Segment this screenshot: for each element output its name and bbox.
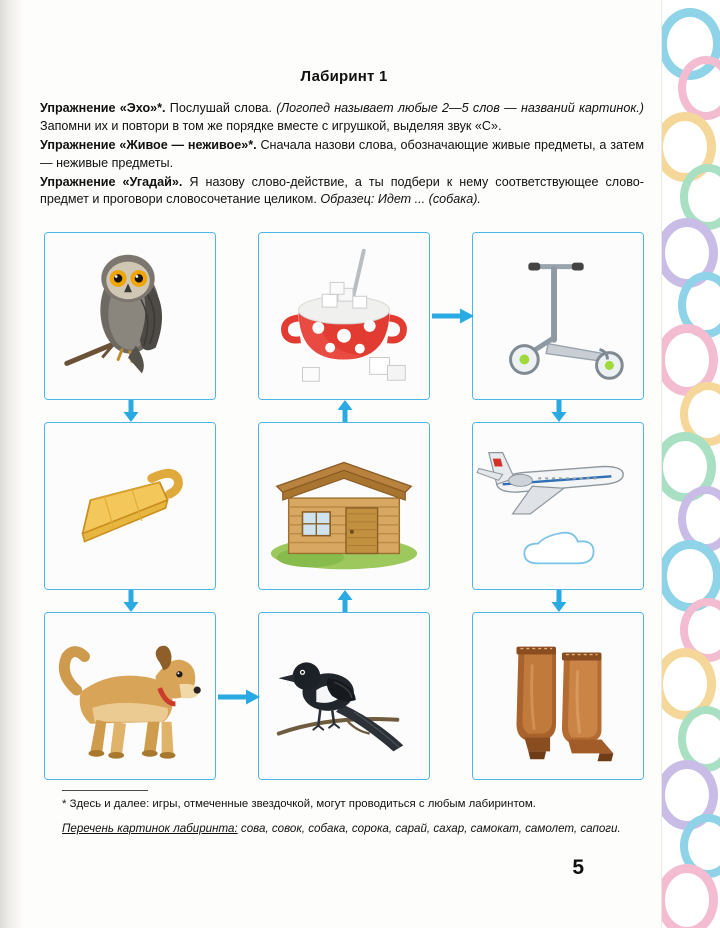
arrow-shed-up	[336, 400, 354, 422]
arrow-sugar-to-scooter	[432, 307, 474, 325]
instruction-exercise-echo	[40, 100, 644, 136]
instruction-exercise-alive	[40, 137, 644, 173]
maze-cell-airplane[interactable]	[472, 422, 644, 590]
exercise-alive-title: Упражнение «Живое — неживое»*.	[40, 137, 257, 152]
exercise-echo-title: Упражнение «Эхо»*.	[40, 101, 166, 115]
picture-list-label: Перечень картинок лабиринта:	[62, 822, 238, 835]
arrow-dustpan-down	[122, 590, 140, 612]
shed-illustration	[259, 423, 429, 589]
page-title: Лабиринт 1	[300, 68, 388, 85]
picture-list-caption	[62, 822, 642, 835]
sugar-bowl-illustration	[259, 233, 429, 399]
arrow-dog-to-magpie	[218, 688, 260, 706]
picture-list-items: сова, совок, собака, сорока, сарай, сахар, самокат, самолет, сапоги.	[240, 822, 621, 835]
instructions-block	[40, 100, 644, 210]
maze-cell-scooter[interactable]	[472, 232, 644, 400]
scooter-illustration	[473, 233, 643, 399]
exercise-echo-text-1: Послушай слова.	[165, 101, 277, 115]
owl-illustration	[45, 233, 215, 399]
footnote-divider	[62, 790, 148, 791]
instruction-exercise-guess	[40, 174, 644, 210]
exercise-echo-note: (Логопед называет любые 2—5 слов — названий картинок.)	[276, 101, 644, 115]
dog-illustration	[45, 613, 215, 779]
book-binding-edge	[0, 0, 26, 928]
maze-cell-dustpan[interactable]	[44, 422, 216, 590]
boots-illustration	[473, 613, 643, 779]
exercise-guess-title: Упражнение «Угадай».	[40, 174, 183, 189]
footnote-text: * Здесь и далее: игры, отмеченные звездочкой, могут проводиться с любым лабиринтом.	[62, 798, 536, 810]
maze-cell-magpie[interactable]	[258, 612, 430, 780]
exercise-echo-text-2: Запомни их и повтори в том же порядке вместе с игрушкой, выделяя звук «С».	[40, 118, 502, 133]
decorative-side-strip	[661, 0, 720, 928]
airplane-illustration	[473, 423, 643, 589]
page-number: 5	[572, 856, 584, 879]
maze-cell-shed[interactable]	[258, 422, 430, 590]
exercise-guess-text: Я назову слово-действие, а ты подбери к нему соответствующее слово-предмет и проговори словосочетание целиком.	[40, 174, 644, 207]
maze-cell-sugar-bowl[interactable]	[258, 232, 430, 400]
exercise-alive-text: Сначала назови слова, обозначающие живые предметы, а затем — неживые предметы.	[40, 137, 644, 170]
arrow-scooter-down	[550, 400, 568, 422]
maze-cell-dog[interactable]	[44, 612, 216, 780]
arrow-airplane-down	[550, 590, 568, 612]
dustpan-illustration	[45, 423, 215, 589]
arrow-magpie-up	[336, 590, 354, 612]
arrow-owl-down	[122, 400, 140, 422]
maze-grid	[44, 232, 644, 780]
page-content	[26, 0, 662, 928]
maze-cell-owl[interactable]	[44, 232, 216, 400]
exercise-guess-example: Образец: Идет ... (собака).	[320, 192, 481, 207]
magpie-illustration	[259, 613, 429, 779]
maze-cell-boots[interactable]	[472, 612, 644, 780]
